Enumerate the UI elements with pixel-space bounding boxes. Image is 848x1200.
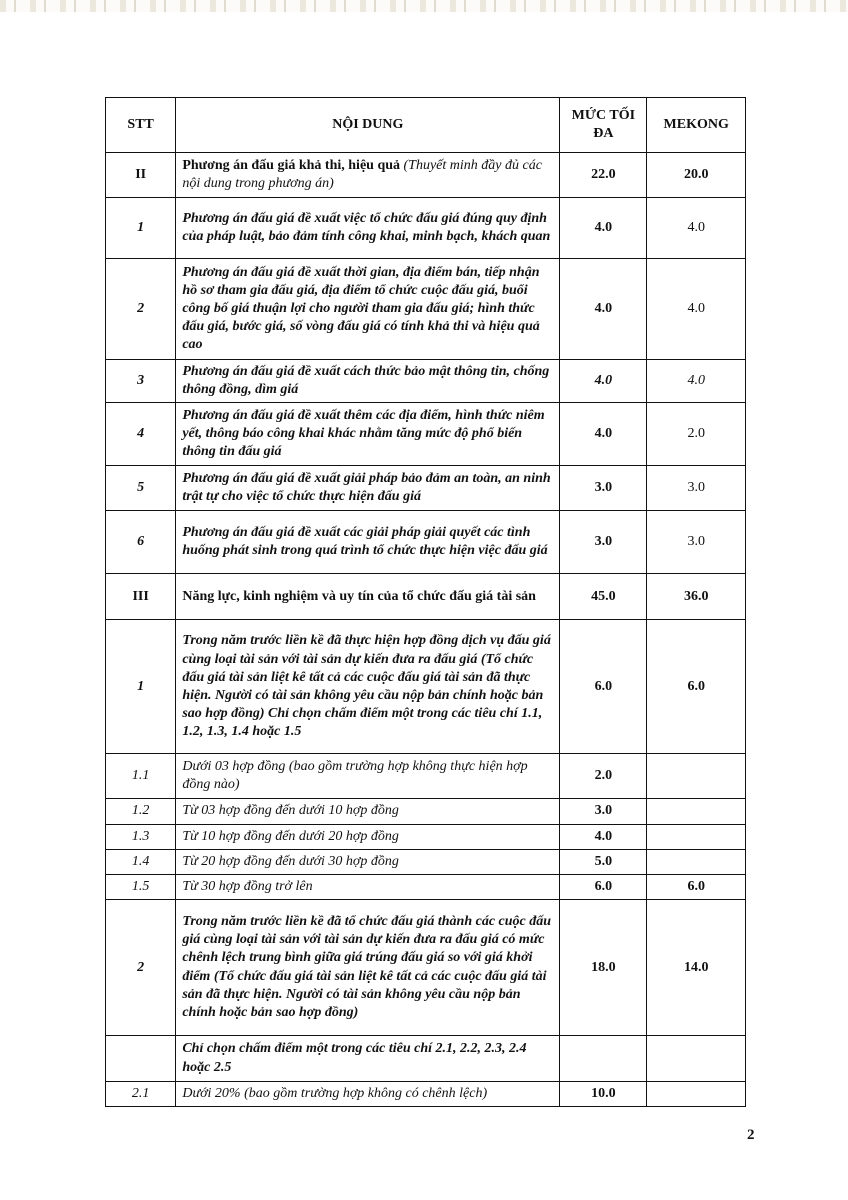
scan-top-edge xyxy=(0,0,848,12)
row-mekong: 3.0 xyxy=(647,466,746,511)
row-stt: 1 xyxy=(106,620,176,754)
row-stt: 1.4 xyxy=(106,849,176,874)
row-content-bold: Phương án đấu giá khả thi, hiệu quả xyxy=(182,157,401,173)
row-content: Từ 30 hợp đồng trở lên xyxy=(176,874,560,899)
row-max: 22.0 xyxy=(560,153,647,198)
row-stt: 5 xyxy=(106,466,176,511)
header-mekong: MEKONG xyxy=(647,98,746,153)
row-mekong xyxy=(647,799,746,824)
table-row xyxy=(106,900,746,1036)
table-row xyxy=(106,403,746,466)
row-content: Trong năm trước liền kề đã tổ chức đấu giá thành các cuộc đấu giá cùng loại tài sản với tài sản dự kiến đưa ra đấu giá có mức chênh lệch trung bình giữa giá trúng đấu giá so với giá khởi điểm (Tổ chức đấu giá tài sản liệt kê tất cả các cuộc đấu giá tài sản đã thực hiện. Người có tài sản không yêu cầu nộp bản chính hoặc bản sao hợp đồng) xyxy=(176,900,560,1036)
table-row xyxy=(106,1082,746,1107)
row-mekong xyxy=(647,849,746,874)
table-row xyxy=(106,754,746,799)
table-row xyxy=(106,1036,746,1082)
row-mekong xyxy=(647,1082,746,1107)
row-content: Năng lực, kinh nghiệm và uy tín của tổ chức đấu giá tài sản xyxy=(176,574,560,620)
row-mekong xyxy=(647,824,746,849)
table-row xyxy=(106,799,746,824)
row-content-note: (Thuyết minh đầy đủ các nội dung trong phương án) xyxy=(182,157,542,191)
table-row xyxy=(106,849,746,874)
row-stt: 4 xyxy=(106,403,176,466)
row-stt: 2 xyxy=(106,900,176,1036)
table-row xyxy=(106,466,746,511)
table-header-row xyxy=(106,98,746,153)
row-stt xyxy=(106,1036,176,1082)
row-mekong: 20.0 xyxy=(647,153,746,198)
row-mekong: 3.0 xyxy=(647,511,746,574)
page-number: 2 xyxy=(747,1127,755,1143)
table-row xyxy=(106,620,746,754)
header-stt: STT xyxy=(106,98,176,153)
row-max: 18.0 xyxy=(560,900,647,1036)
row-max: 5.0 xyxy=(560,849,647,874)
row-mekong: 6.0 xyxy=(647,874,746,899)
row-mekong: 4.0 xyxy=(647,259,746,360)
row-content: Phương án đấu giá đề xuất việc tổ chức đấu giá đúng quy định của pháp luật, bảo đảm tính công khai, minh bạch, khách quan xyxy=(176,198,560,259)
row-max: 10.0 xyxy=(560,1082,647,1107)
row-mekong: 14.0 xyxy=(647,900,746,1036)
row-stt: 2 xyxy=(106,259,176,360)
row-content xyxy=(176,153,560,198)
row-stt: 1.2 xyxy=(106,799,176,824)
row-content: Từ 20 hợp đồng đến dưới 30 hợp đồng xyxy=(176,849,560,874)
row-mekong xyxy=(647,754,746,799)
row-stt: 1.5 xyxy=(106,874,176,899)
row-max: 3.0 xyxy=(560,799,647,824)
row-content: Phương án đấu giá đề xuất thêm các địa điểm, hình thức niêm yết, thông báo công khai khác nhằm tăng mức độ phổ biến thông tin đấu giá xyxy=(176,403,560,466)
table-row xyxy=(106,198,746,259)
row-stt: II xyxy=(106,153,176,198)
row-mekong: 4.0 xyxy=(647,198,746,259)
table-row xyxy=(106,874,746,899)
table-row xyxy=(106,574,746,620)
header-max: MỨC TỐI ĐA xyxy=(560,98,647,153)
row-mekong: 4.0 xyxy=(647,360,746,403)
row-stt: 6 xyxy=(106,511,176,574)
row-max: 4.0 xyxy=(560,360,647,403)
table-row xyxy=(106,259,746,360)
row-max: 4.0 xyxy=(560,403,647,466)
header-content: NỘI DUNG xyxy=(176,98,560,153)
table-row xyxy=(106,824,746,849)
row-content: Phương án đấu giá đề xuất giải pháp bảo đảm an toàn, an ninh trật tự cho việc tổ chức thực hiện đấu giá xyxy=(176,466,560,511)
row-stt: 1.3 xyxy=(106,824,176,849)
row-content: Từ 03 hợp đồng đến dưới 10 hợp đồng xyxy=(176,799,560,824)
row-content: Phương án đấu giá đề xuất cách thức bảo mật thông tin, chống thông đồng, dìm giá xyxy=(176,360,560,403)
row-content: Trong năm trước liền kề đã thực hiện hợp đồng dịch vụ đấu giá cùng loại tài sản với tài sản dự kiến đưa ra đấu giá (Tổ chức đấu giá tài sản liệt kê tất cả các cuộc đấu giá tài sản đã thực hiện. Người có tài sản không yêu cầu nộp bản chính hoặc bản sao hợp đồng) Chỉ chọn chấm điểm một trong các tiêu chí 1.1, 1.2, 1.3, 1.4 hoặc 1.5 xyxy=(176,620,560,754)
row-stt: 1 xyxy=(106,198,176,259)
row-stt: 3 xyxy=(106,360,176,403)
row-max: 3.0 xyxy=(560,511,647,574)
row-max: 6.0 xyxy=(560,874,647,899)
row-max: 45.0 xyxy=(560,574,647,620)
row-max: 4.0 xyxy=(560,824,647,849)
row-stt: 2.1 xyxy=(106,1082,176,1107)
table-row xyxy=(106,360,746,403)
row-mekong xyxy=(647,1036,746,1082)
row-stt: 1.1 xyxy=(106,754,176,799)
row-max: 3.0 xyxy=(560,466,647,511)
row-content: Dưới 20% (bao gồm trường hợp không có chênh lệch) xyxy=(176,1082,560,1107)
row-max xyxy=(560,1036,647,1082)
row-content: Từ 10 hợp đồng đến dưới 20 hợp đồng xyxy=(176,824,560,849)
row-content: Chỉ chọn chấm điểm một trong các tiêu chí 2.1, 2.2, 2.3, 2.4 hoặc 2.5 xyxy=(176,1036,560,1082)
scoring-table xyxy=(105,97,746,1107)
row-content: Phương án đấu giá đề xuất thời gian, địa điểm bán, tiếp nhận hồ sơ tham gia đấu giá, địa điểm tổ chức cuộc đấu giá, buổi công bố giá thuận lợi cho người tham gia đấu giá; hình thức đấu giá, bước giá, số vòng đấu giá có tính khả thi và hiệu quả cao xyxy=(176,259,560,360)
row-mekong: 36.0 xyxy=(647,574,746,620)
row-max: 6.0 xyxy=(560,620,647,754)
row-max: 2.0 xyxy=(560,754,647,799)
row-mekong: 6.0 xyxy=(647,620,746,754)
row-content: Phương án đấu giá đề xuất các giải pháp giải quyết các tình huống phát sinh trong quá trình tổ chức thực hiện việc đấu giá xyxy=(176,511,560,574)
row-mekong: 2.0 xyxy=(647,403,746,466)
row-content: Dưới 03 hợp đồng (bao gồm trường hợp không thực hiện hợp đồng nào) xyxy=(176,754,560,799)
row-max: 4.0 xyxy=(560,259,647,360)
table-row xyxy=(106,511,746,574)
row-stt: III xyxy=(106,574,176,620)
table-row xyxy=(106,153,746,198)
row-max: 4.0 xyxy=(560,198,647,259)
